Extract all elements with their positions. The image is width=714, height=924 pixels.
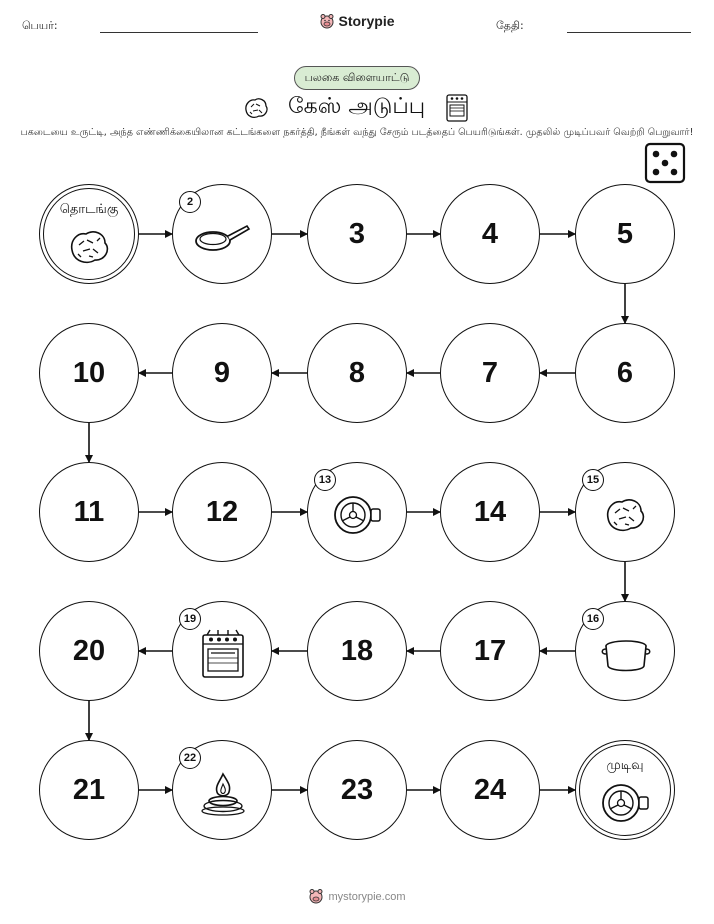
space-number: 3 (348, 217, 366, 250)
board-game-badge: பலகை விளையாட்டு (294, 66, 420, 90)
board-space-7 (440, 323, 540, 423)
space-number: 14 (473, 495, 507, 528)
space-number: 5 (616, 217, 634, 250)
board-space-2 (172, 184, 272, 284)
footer (0, 888, 714, 907)
cooking-pot-icon (598, 632, 654, 680)
board-space-3 (307, 184, 407, 284)
board-space-13 (307, 462, 407, 562)
space-number: 6 (616, 356, 634, 389)
gas-burner-flame-icon (198, 768, 248, 822)
board-space-16 (575, 601, 675, 701)
space-number: 7 (481, 356, 499, 389)
board-space-10 (39, 323, 139, 423)
board-space-6 (575, 323, 675, 423)
end-label: முடிவு (606, 758, 644, 773)
board-space-22 (172, 740, 272, 840)
board-space-end (575, 740, 675, 840)
space-number-tag: 22 (179, 747, 201, 769)
board-space-8 (307, 323, 407, 423)
space-number-tag: 15 (582, 469, 604, 491)
space-number: 20 (72, 634, 106, 667)
board-space-start (39, 184, 139, 284)
space-number-tag: 13 (314, 469, 336, 491)
board-space-19 (172, 601, 272, 701)
board-space-5 (575, 184, 675, 284)
space-number: 11 (73, 495, 105, 528)
rock-icon (603, 495, 649, 539)
space-number-tag: 19 (179, 608, 201, 630)
space-number: 12 (205, 495, 239, 528)
board-space-20 (39, 601, 139, 701)
board-space-23 (307, 740, 407, 840)
board-space-4 (440, 184, 540, 284)
space-number: 17 (473, 634, 507, 667)
gas-regulator-icon (331, 490, 385, 544)
brand-name: Storypie (338, 13, 395, 29)
date-label: தேதி: (496, 19, 524, 32)
board-space-21 (39, 740, 139, 840)
gas-regulator-icon (599, 778, 653, 832)
space-number: 21 (72, 773, 106, 806)
space-number: 23 (340, 773, 374, 806)
name-label: பெயர்: (22, 19, 58, 32)
board-space-18 (307, 601, 407, 701)
start-label: தொடங்கு (59, 202, 119, 217)
board-space-9 (172, 323, 272, 423)
space-number-tag: 16 (582, 608, 604, 630)
footer-url[interactable]: mystorypie.com (328, 891, 406, 903)
space-number: 4 (481, 217, 499, 250)
board-space-12 (172, 462, 272, 562)
space-number: 8 (348, 356, 366, 389)
page-title: கேஸ் அடுப்பு (288, 94, 426, 119)
board-space-24 (440, 740, 540, 840)
frying-pan-icon (193, 217, 253, 261)
space-number: 10 (72, 356, 106, 389)
space-number: 24 (473, 773, 507, 806)
space-number: 9 (213, 356, 231, 389)
instructions-text: பகடையை உருட்டி, அந்த எண்ணிக்கையிலான கட்டங்களை நகர்த்தி, நீங்கள் வந்து சேரும் படத்தைப் பெயரிடுங்கள். முதலில் முடிப்பவர் வெற்றி பெறுவார்! (20, 127, 694, 138)
board-space-11 (39, 462, 139, 562)
space-number: 18 (340, 634, 374, 667)
space-number-tag: 2 (179, 191, 201, 213)
stove-oven-icon (198, 627, 248, 685)
board-space-14 (440, 462, 540, 562)
board-space-17 (440, 601, 540, 701)
rock-icon (67, 227, 113, 271)
board-space-15 (575, 462, 675, 562)
pig-logo-icon (308, 888, 324, 907)
